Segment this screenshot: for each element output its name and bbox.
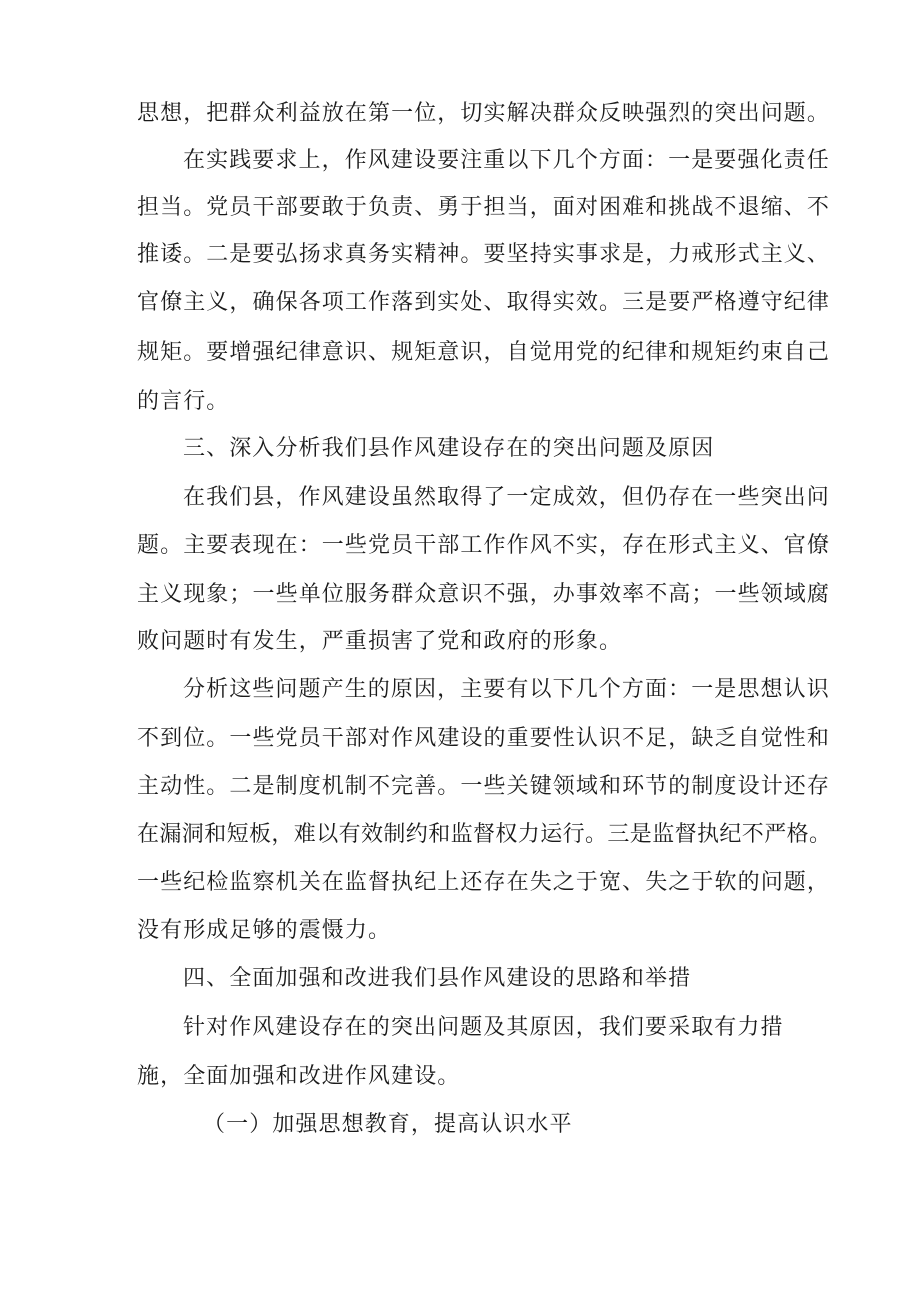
paragraph-line: 推诿。二是要弘扬求真务实精神。要坚持实事求是，力戒形式主义、 [137,242,831,267]
paragraph-line: 在实践要求上，作风建设要注重以下几个方面：一是要强化责任 [183,148,830,173]
section-heading: 四、全面加强和改进我们县作风建设的思路和举措 [183,966,692,991]
paragraph-line: 规矩。要增强纪律意识、规矩意识，自觉用党的纪律和规矩约束自己 [137,340,831,365]
paragraph-line: 败问题时有发生，严重损害了党和政府的形象。 [137,629,623,654]
paragraph-line: 一些纪检监察机关在监督执纪上还存在失之于宽、失之于软的问题， [137,870,831,895]
paragraph-line: 担当。党员干部要敢于负责、勇于担当，面对困难和挑战不退缩、不 [137,195,831,220]
paragraph-line: 官僚主义，确保各项工作落到实处、取得实效。三是要严格遵守纪律 [137,290,831,315]
paragraph-line: 主义现象；一些单位服务群众意识不强，办事效率不高；一些领域腐 [137,582,831,607]
paragraph-line: 在漏洞和短板，难以有效制约和监督权力运行。三是监督执纪不严格。 [137,822,832,847]
paragraph-line: 题。主要表现在：一些党员干部工作作风不实，存在形式主义、官僚 [137,533,831,558]
paragraph-line: 针对作风建设存在的突出问题及其原因，我们要采取有力措 [183,1015,784,1040]
paragraph-line: 没有形成足够的震慑力。 [137,918,392,943]
paragraph-line: 分析这些问题产生的原因，主要有以下几个方面：一是思想认识 [183,677,830,702]
paragraph-line: 主动性。二是制度机制不完善。一些关键领域和环节的制度设计还存 [137,774,831,799]
paragraph-line: 施，全面加强和改进作风建设。 [137,1064,461,1089]
paragraph-line: 的言行。 [137,389,230,414]
paragraph-line: 在我们县，作风建设虽然取得了一定成效，但仍存在一些突出问 [183,485,830,510]
subsection-heading: （一）加强思想教育，提高认识水平 [203,1112,573,1137]
paragraph-line: 不到位。一些党员干部对作风建设的重要性认识不足，缺乏自觉性和 [137,726,831,751]
paragraph-line: 思想，把群众利益放在第一位，切实解决群众反映强烈的突出问题。 [137,101,831,126]
section-heading: 三、深入分析我们县作风建设存在的突出问题及原因 [183,436,715,461]
